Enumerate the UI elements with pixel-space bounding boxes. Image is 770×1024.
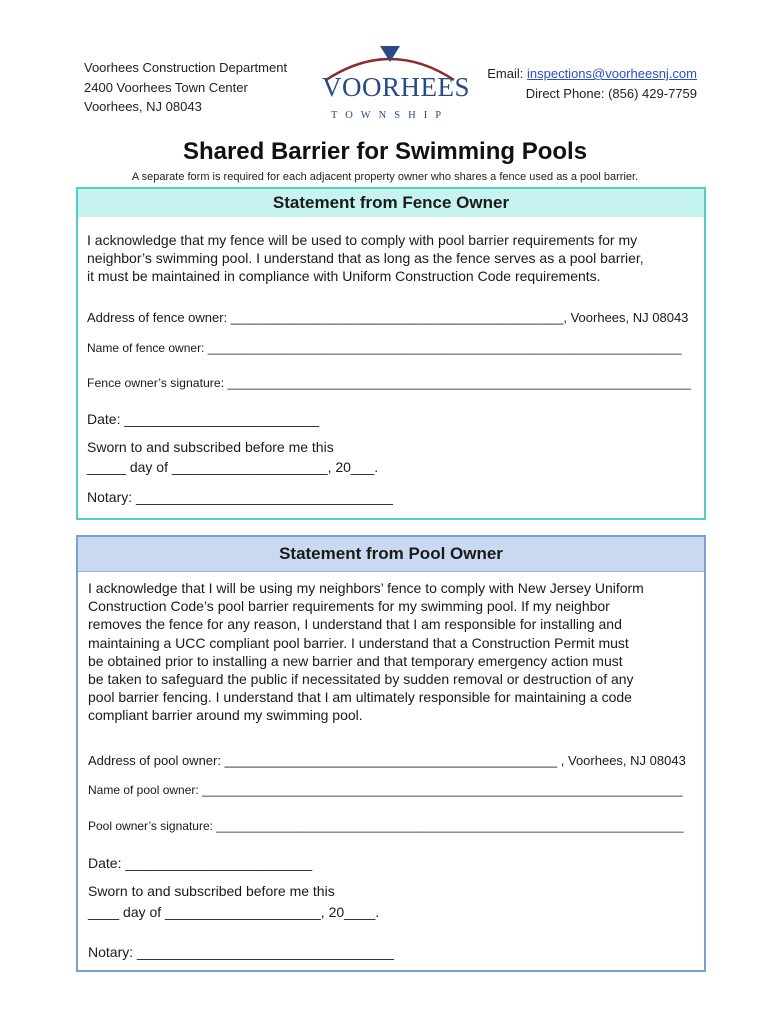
pool-owner-section (76, 535, 706, 972)
statement-line: neighbor’s swimming pool. I understand that as long as the fence serves as a pool barrier, (87, 250, 644, 267)
fence-notary-field[interactable]: Notary: _________________________________ (87, 489, 393, 505)
pool-owner-name-field[interactable]: Name of pool owner: ________________________________________________________________________ (88, 783, 683, 797)
fence-owner-signature-field[interactable]: Fence owner’s signature: ____________________________________________________________________ (87, 376, 691, 390)
statement-line: maintaining a UCC compliant pool barrier. I understand that a Construction Permit must (88, 634, 629, 651)
voorhees-logo (322, 44, 471, 128)
pool-notary-field[interactable]: Notary: _________________________________ (88, 944, 394, 960)
pool-owner-heading: Statement from Pool Owner (78, 537, 704, 572)
fence-owner-heading: Statement from Fence Owner (78, 189, 704, 217)
contact-info (487, 64, 697, 103)
pool-owner-date-field[interactable]: Date: ________________________ (88, 855, 313, 871)
fence-owner-address-field[interactable]: Address of fence owner: ______________________________________________, Voorhees, NJ 08043 (87, 310, 689, 325)
address-line: 2400 Voorhees Town Center (84, 79, 248, 95)
statement-line: Construction Code’s pool barrier requirements for my swimming pool. If my neighbor (88, 598, 610, 615)
department-address (84, 58, 287, 117)
statement-line: compliant barrier around my swimming pool. (88, 707, 363, 724)
statement-line: I acknowledge that I will be using my neighbors’ fence to comply with New Jersey Uniform (88, 580, 644, 596)
fence-owner-date-field[interactable]: Date: _________________________ (87, 411, 320, 427)
fence-owner-section (76, 187, 706, 520)
page-title: Shared Barrier for Swimming Pools (182, 138, 588, 165)
statement-line: pool barrier fencing. I understand that I am ultimately responsible for maintaining a code (88, 689, 632, 706)
statement-line: removes the fence for any reason, I understand that I am responsible for installing and (88, 616, 622, 633)
fence-owner-name-field[interactable]: Name of fence owner: _______________________________________________________________________ (87, 341, 682, 355)
pool-owner-signature-field[interactable]: Pool owner’s signature: ______________________________________________________________________ (88, 819, 684, 833)
pool-owner-statement (88, 579, 644, 725)
email-label: Email: (487, 66, 527, 81)
email-link[interactable]: inspections@voorheesnj.com (526, 66, 697, 81)
statement-line: I acknowledge that my fence will be used to comply with pool barrier requirements for my (87, 232, 638, 248)
address-line: Voorhees, NJ 08043 (84, 99, 202, 114)
phone-number: Direct Phone: (856) 429-7759 (525, 85, 697, 101)
statement-line: be obtained prior to installing a new barrier and that temporary emergency action must (88, 652, 623, 669)
pool-owner-address-field[interactable]: Address of pool owner: ______________________________________________ , Voorhees, NJ 08043 (88, 753, 686, 768)
fence-owner-statement (87, 231, 644, 286)
pool-sworn-date-field[interactable]: ____ day of ____________________, 20____. (88, 904, 380, 920)
pool-sworn-line: Sworn to and subscribed before me this (88, 883, 335, 899)
logo-name: VOORHEES (322, 72, 471, 102)
logo-subtitle: TOWNSHIP (330, 110, 450, 121)
fence-sworn-line: Sworn to and subscribed before me this (87, 439, 334, 455)
address-line: Voorhees Construction Department (84, 60, 288, 75)
statement-line: it must be maintained in compliance with Uniform Construction Code requirements. (87, 268, 601, 285)
statement-line: be taken to safeguard the public if necessitated by sudden removal or destruction of any (88, 671, 634, 688)
page-subtitle: A separate form is required for each adjacent property owner who shares a fence used as a pool barrier. (131, 171, 639, 183)
fence-sworn-date-field[interactable]: _____ day of ____________________, 20___. (87, 459, 379, 475)
